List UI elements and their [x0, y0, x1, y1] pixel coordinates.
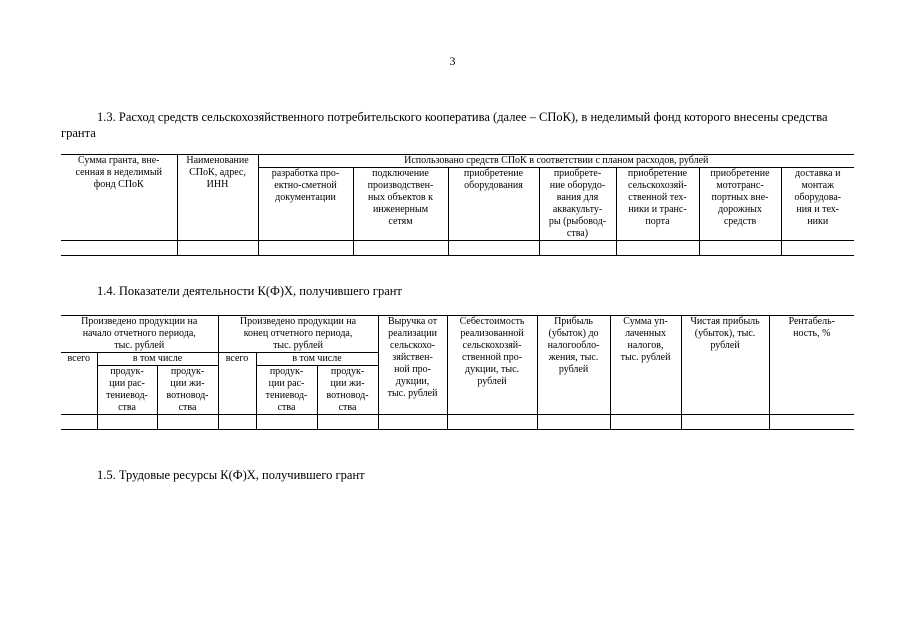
col-design-docs: разработка про- ектно-сметной документации	[258, 168, 353, 241]
col-utilities: подключение производствен- ных объектов к инженерным сетям	[353, 168, 448, 241]
table-cell	[218, 415, 256, 430]
page-number: 3	[449, 54, 456, 68]
col-group-used-funds: Использовано средств СПоК в соответствии с планом расходов, рублей	[258, 155, 854, 168]
table-row	[61, 241, 854, 256]
table-cell	[97, 415, 157, 430]
table-cell	[258, 241, 353, 256]
col-profitability: Рентабель- ность, %	[769, 316, 854, 415]
table-cell	[256, 415, 317, 430]
section-1-4-heading: 1.4. Показатели деятельности К(Ф)Х, получившего грант	[97, 284, 402, 298]
col-start-crop: продук- ции рас- тениевод- ства	[97, 366, 157, 415]
col-end-including: в том числе	[256, 353, 378, 366]
col-start-including: в том числе	[97, 353, 218, 366]
section-1-3-text: 1.3. Расход средств сельскохозяйственного потребительского кооператива (далее – СПоК), в неделимый фонд которого внесены средства гранта	[61, 110, 828, 140]
table-cell	[378, 415, 447, 430]
table-cell	[177, 241, 258, 256]
col-start-period: Произведено продукции на начало отчетного периода, тыс. рублей	[61, 316, 218, 353]
table-cell	[537, 415, 610, 430]
col-profit-pre-tax: Прибыль (убыток) до налогообло- жения, тыс. рублей	[537, 316, 610, 415]
table-cell	[447, 415, 537, 430]
col-start-total: всего	[61, 353, 97, 415]
col-end-total: всего	[218, 353, 256, 415]
table-cell	[61, 241, 177, 256]
table-cell	[448, 241, 539, 256]
col-offroad-vehicles: приобретение мототранс- портных вне- дорожных средств	[699, 168, 781, 241]
spok-expenses-table	[61, 154, 854, 256]
table-cell	[681, 415, 769, 430]
table-row	[61, 415, 854, 430]
table-cell	[769, 415, 854, 430]
col-equipment: приобретение оборудования	[448, 168, 539, 241]
table-cell	[699, 241, 781, 256]
table-cell	[781, 241, 854, 256]
col-end-livestock: продук- ции жи- вотновод- ства	[317, 366, 378, 415]
col-taxes: Сумма уп- лаченных налогов, тыс. рублей	[610, 316, 681, 415]
col-net-profit: Чистая прибыль (убыток), тыс. рублей	[681, 316, 769, 415]
col-revenue: Выручка от реализации сельскохо- зяйствен- ной про- дукции, тыс. рублей	[378, 316, 447, 415]
col-delivery-installation: доставка и монтаж оборудова- ния и тех- ники	[781, 168, 854, 241]
col-start-livestock: продук- ции жи- вотновод- ства	[157, 366, 218, 415]
table-cell	[610, 415, 681, 430]
table-cell	[157, 415, 218, 430]
table-cell	[539, 241, 616, 256]
table-cell	[616, 241, 699, 256]
col-grant-sum: Сумма гранта, вне- сенная в неделимый фонд СПоК	[61, 155, 177, 241]
col-spok-name: Наименование СПоК, адрес, ИНН	[177, 155, 258, 241]
col-cost: Себестоимость реализованной сельскохозяй- ственной про- дукции, тыс. рублей	[447, 316, 537, 415]
col-end-period: Произведено продукции на конец отчетного периода, тыс. рублей	[218, 316, 378, 353]
table-cell	[61, 415, 97, 430]
kfh-performance-table	[61, 315, 854, 430]
col-end-crop: продук- ции рас- тениевод- ства	[256, 366, 317, 415]
table-cell	[353, 241, 448, 256]
col-agri-machinery: приобретение сельскохозяй- ственной тех- ники и транс- порта	[616, 168, 699, 241]
table-cell	[317, 415, 378, 430]
col-aquaculture-equipment: приобрете- ние оборудо- вания для аквакульту- ры (рыбовод- ства)	[539, 168, 616, 241]
section-1-5-heading: 1.5. Трудовые ресурсы К(Ф)Х, получившего грант	[97, 468, 365, 482]
